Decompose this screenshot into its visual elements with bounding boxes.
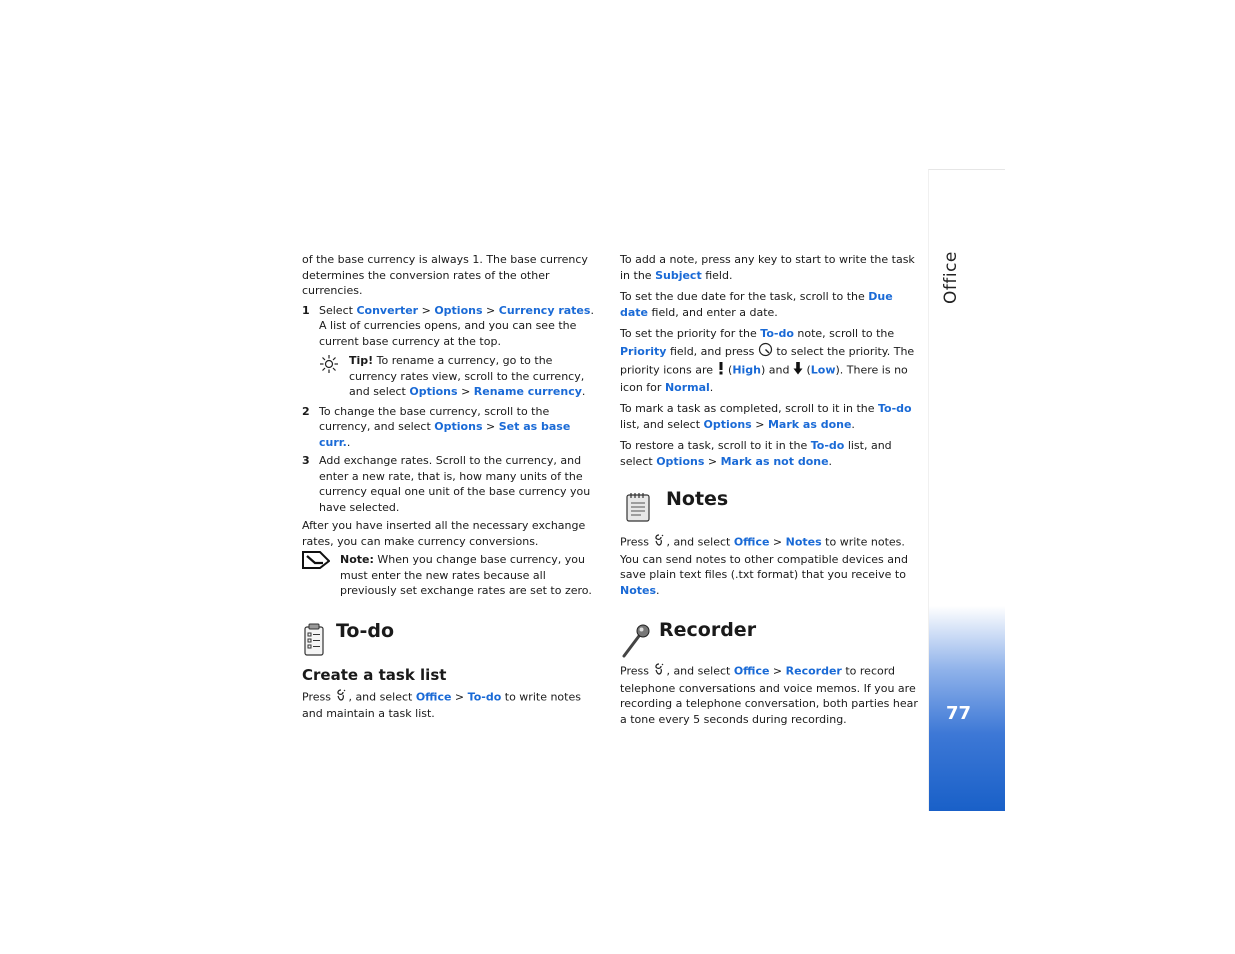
note-label: Note:: [340, 553, 374, 566]
link-notes[interactable]: Notes: [785, 535, 822, 549]
text: , and select: [666, 664, 734, 678]
link-high[interactable]: High: [732, 363, 761, 377]
link-notes[interactable]: Notes: [620, 583, 657, 597]
text: Press: [620, 664, 653, 678]
step-number: 2: [302, 404, 310, 418]
text: When you change base currency, you must enter the new rates because all previously set exchange rates are set to zero.: [340, 553, 592, 597]
menu-key-icon: [652, 533, 666, 552]
text: To mark a task as completed, scroll to it in the: [620, 402, 879, 415]
recorder-header: [620, 618, 920, 662]
mark-not-done-paragraph: [620, 438, 920, 469]
separator: >: [769, 664, 786, 678]
text: To add a note, press any key to start to write the task in the: [620, 253, 915, 282]
separator: >: [451, 689, 468, 703]
link-office[interactable]: Office: [733, 664, 770, 678]
text: to write notes. You can send notes to other compatible devices and save plain text files (.txt format) that you receive to: [620, 535, 908, 581]
link-options[interactable]: Options: [434, 303, 483, 317]
text: Add exchange rates. Scroll to the currency, and enter a new rate, that is, how many units of the currency equal one unit of the base currency you have selected.: [319, 454, 591, 514]
text: .: [656, 583, 660, 597]
text: list, and select: [620, 439, 892, 468]
text: , and select: [348, 689, 416, 703]
notes-header: [620, 487, 920, 529]
section-title: Office: [941, 251, 961, 304]
right-column: [620, 252, 920, 727]
link-low[interactable]: Low: [810, 363, 836, 377]
text: field, and press: [666, 344, 758, 358]
todo-heading: To-do: [336, 619, 395, 642]
link-options[interactable]: Options: [409, 385, 458, 398]
link-recorder[interactable]: Recorder: [785, 664, 842, 678]
link-options[interactable]: Options: [703, 417, 752, 431]
menu-key-icon: [652, 662, 666, 681]
link-subject[interactable]: Subject: [655, 268, 702, 282]
text: .: [346, 435, 351, 449]
link-mark-as-not-done[interactable]: Mark as not done: [720, 454, 829, 468]
text: note, scroll to the: [793, 327, 895, 340]
separator: >: [482, 303, 499, 317]
text: To set the priority for the: [620, 327, 761, 340]
text: To set the due date for the task, scroll to the: [620, 290, 869, 303]
text: ). There is no icon for: [620, 363, 908, 394]
recorder-paragraph: [620, 662, 920, 727]
step-1: [302, 303, 602, 350]
separator: >: [482, 420, 499, 433]
text: to select the priority. The priority icons are: [620, 344, 915, 377]
tip-label: Tip!: [349, 354, 374, 367]
notes-heading: Notes: [666, 488, 729, 510]
left-column: [302, 252, 602, 722]
link-office[interactable]: Office: [733, 535, 770, 549]
text: (: [724, 363, 733, 377]
section-title-vertical: [941, 251, 968, 306]
link-currency-rates[interactable]: Currency rates: [498, 303, 591, 317]
priority-paragraph: [620, 326, 920, 395]
separator: >: [418, 303, 435, 317]
text: .: [851, 417, 855, 431]
note-icon: [302, 550, 330, 575]
after-paragraph: After you have inserted all the necessary exchange rates, you can make currency conversions.: [302, 519, 586, 548]
text: Press: [620, 535, 653, 549]
intro-paragraph: of the base currency is always 1. The base currency determines the conversion rates of the other currencies.: [302, 253, 588, 297]
step-number: 3: [302, 454, 310, 467]
link-office[interactable]: Office: [415, 689, 452, 703]
mark-done-paragraph: [620, 401, 920, 432]
text: .: [709, 380, 714, 394]
separator: >: [751, 417, 768, 431]
link-rename-currency[interactable]: Rename currency: [473, 385, 582, 398]
text: field, and enter a date.: [648, 305, 778, 319]
link-todo[interactable]: To-do: [810, 439, 845, 452]
create-task-list-heading: Create a task list: [302, 665, 447, 684]
text: to write notes and maintain a task list.: [302, 689, 581, 720]
separator: >: [769, 535, 786, 549]
text: Select: [319, 303, 357, 317]
text: field.: [701, 268, 733, 282]
menu-key-icon: [334, 688, 348, 707]
low-priority-icon: [793, 361, 803, 380]
text: to record telephone conversations and voice memos. If you are recording a telephone conversation, both parties hear a tone every 5 seconds during recording.: [620, 664, 918, 726]
text: To rename a currency, go to the currency rates view, scroll to the currency, and select: [349, 354, 585, 398]
subject-paragraph: [620, 252, 920, 283]
text: , and select: [666, 535, 734, 549]
link-todo[interactable]: To-do: [760, 327, 794, 340]
text: list, and select: [620, 417, 704, 431]
text: . A list of currencies opens, and you can see the current base currency at the top.: [319, 303, 594, 348]
step-number: 1: [302, 303, 310, 317]
press-todo-paragraph: [302, 688, 602, 722]
link-priority[interactable]: Priority: [620, 344, 667, 358]
text: Press: [302, 689, 335, 703]
todo-header: [302, 619, 602, 657]
step-3: [302, 453, 602, 515]
link-due-date[interactable]: Due date: [620, 290, 893, 319]
separator: >: [457, 385, 474, 398]
text: .: [828, 454, 833, 468]
link-set-as-base[interactable]: Set as base curr.: [319, 420, 571, 449]
step-2: [302, 404, 602, 451]
todo-app-icon: [302, 623, 326, 662]
text: To change the base currency, scroll to the currency, and select: [319, 404, 550, 433]
link-mark-as-done[interactable]: Mark as done: [767, 417, 852, 431]
text: (: [802, 363, 811, 377]
joystick-icon: [758, 342, 773, 362]
separator: >: [704, 454, 721, 468]
link-todo[interactable]: To-do: [467, 689, 502, 703]
link-normal[interactable]: Normal: [664, 380, 710, 394]
link-options[interactable]: Options: [656, 454, 705, 468]
notes-app-icon: [622, 491, 654, 528]
notes-paragraph: [620, 533, 920, 598]
microphone-icon: [620, 624, 652, 663]
page-number: 77: [946, 703, 972, 724]
text: To restore a task, scroll to it in the: [620, 439, 811, 452]
due-date-paragraph: [620, 289, 920, 320]
text: .: [581, 385, 586, 398]
recorder-heading: Recorder: [659, 619, 757, 641]
high-priority-icon: [717, 361, 725, 380]
link-todo[interactable]: To-do: [878, 402, 912, 415]
link-converter[interactable]: Converter: [356, 303, 419, 317]
link-options[interactable]: Options: [434, 420, 483, 433]
tip-box: [319, 353, 602, 400]
note-box: [302, 552, 602, 599]
lightbulb-icon: [319, 354, 339, 379]
text: ) and: [761, 363, 793, 377]
